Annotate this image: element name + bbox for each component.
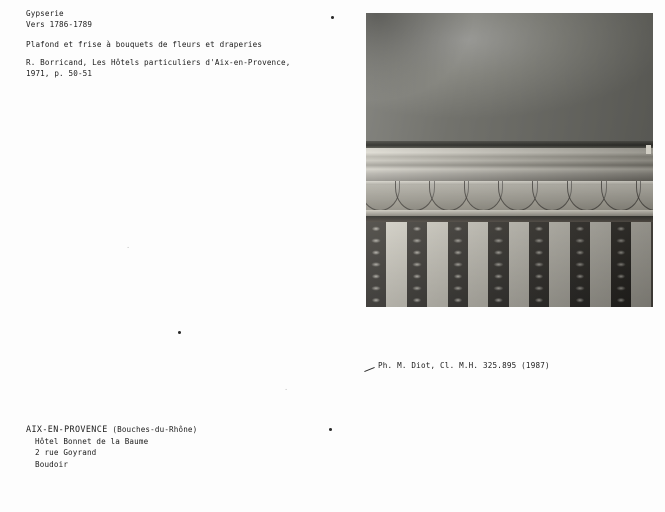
metadata-reference-line-1: R. Borricand, Les Hôtels particuliers d'Aix-en-Provence,: [26, 58, 291, 67]
faint-mark-center: .: [284, 384, 289, 392]
location-building: Hôtel Bonnet de la Baume: [35, 436, 149, 446]
cornice-moulding: [366, 148, 653, 180]
drapery-frieze: [366, 181, 653, 216]
scan-speck: [331, 16, 334, 19]
photo-edge-highlight: [646, 145, 651, 154]
photograph: [366, 13, 653, 307]
location-address: 2 rue Goyrand: [35, 448, 97, 457]
cornice-top-band: [366, 141, 653, 148]
wall-vignette: [366, 222, 653, 307]
metadata-reference-line-2: 1971, p. 50-51: [26, 69, 93, 78]
wall-panel-area: [366, 222, 653, 307]
swag: [636, 181, 653, 212]
metadata-description: Plafond et frise à bouquets de fleurs et draperies: [26, 40, 263, 49]
scan-speck: [329, 428, 332, 431]
metadata-block: [26, 8, 336, 79]
scan-speck: [178, 331, 181, 334]
credit-tick-mark: [364, 364, 375, 371]
faint-mark-left: .: [126, 242, 131, 250]
ceiling-shadow: [366, 13, 475, 101]
location-department: (Bouches-du-Rhône): [112, 425, 198, 434]
photograph-content: [366, 13, 653, 307]
location-city: AIX-EN-PROVENCE: [26, 424, 108, 434]
location-block: [26, 424, 326, 470]
photo-credit: Ph. M. Diot, Cl. M.H. 325.895 (1987): [378, 361, 550, 370]
metadata-date: Vers 1786-1789: [26, 20, 93, 29]
metadata-object-type: Gypserie: [26, 9, 64, 18]
location-room: Boudoir: [35, 459, 69, 469]
location-line: [26, 424, 326, 436]
